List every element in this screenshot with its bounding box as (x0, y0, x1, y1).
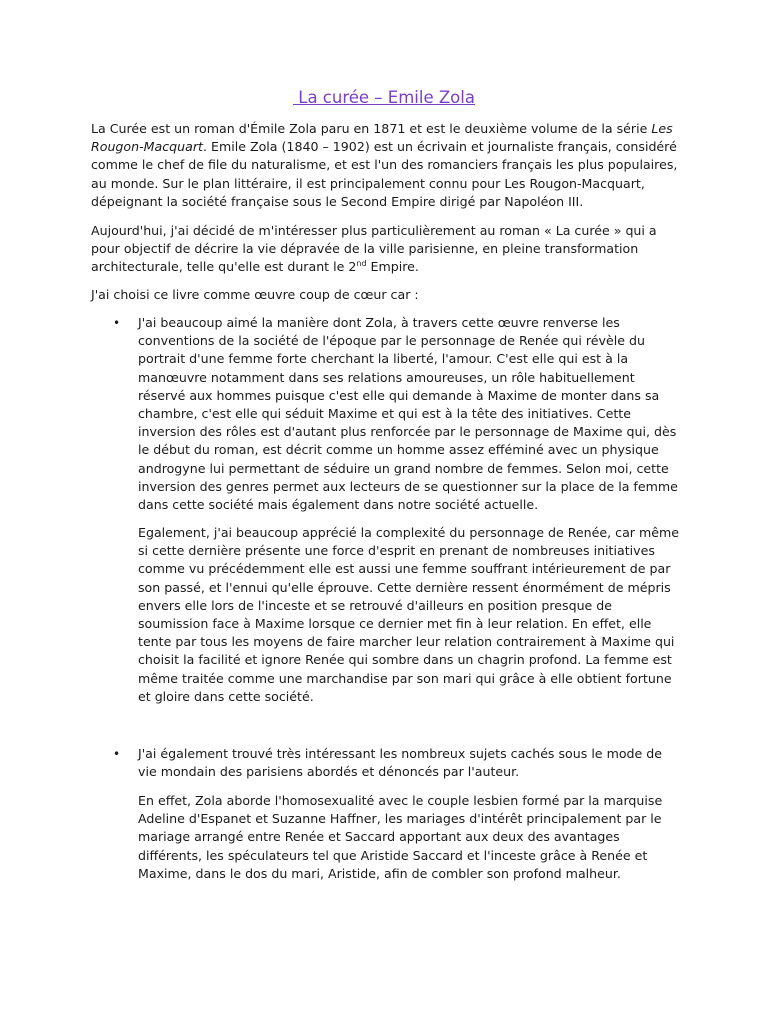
bullet-1-continuation (113, 524, 683, 706)
choice-paragraph (91, 222, 681, 277)
choice-text-end: Empire. (366, 259, 419, 275)
bullet-item-2 (113, 745, 683, 781)
bullet-icon: • (113, 747, 121, 761)
ordinal-superscript: nd (356, 259, 367, 269)
series-title: Les Rougon-Macquart (91, 121, 673, 155)
bullet-1-text: J'ai beaucoup aimé la manière dont Zola, à travers cette œuvre renverse les conventions de la société de l'époque par le personnage de Renée qui révèle du portrait d'une femme forte cherchant la liberté, l'amour. C'est elle qui est à la manœuvre notamment dans ses relations amoureuses, un rôle habituellement réservé aux hommes puisque c'est elle qui demande à Maxime de monter dans sa chambre, c'est elle qui séduit Maxime et qui est à la tête des initiatives. Cette inversion des rôles est d'autant plus renforcée par le personnage de Maxime qui, dès le début du roman, est décrit comme un homme assez efféminé avec un physique androgyne lui permettant de séduire un grand nombre de femmes. Selon moi, cette inversion des genres permet aux lecteurs de se questionner sur la place de la femme dans cette société mais également dans notre société actuelle. (138, 315, 678, 513)
intro-text-end: . Emile Zola (1840 – 1902) est un écrivain et journaliste français, considéré comme le chef de file du naturalisme, et est l'un des romanciers français les plus populaires, au monde. Sur le plan littéraire, il est principalement connu pour Les Rougon-Macquart, dépeignant la société française sous le Second Empire dirigé par Napoléon III. (91, 139, 678, 209)
bullet-icon: • (113, 316, 121, 330)
reason-intro: J'ai choisi ce livre comme œuvre coup de cœur car : (91, 287, 419, 302)
bullet-1-continued-text: Egalement, j'ai beaucoup apprécié la complexité du personnage de Renée, car même si cette dernière présente une force d'esprit en prenant de nombreuses initiatives comme vu précédemment elle est aussi une femme souffrant intérieurement de par son passé, et l'ennui qu'elle éprouve. Cette dernière ressent énormément de mépris envers elle lors de l'inceste et se retrouvé d'ailleurs en position presque de soumission face à Maxime lorsque ce dernier met fin à leur relation. En effet, elle tente par tous les moyens de faire marcher leur relation contrairement à Maxime qui choisit la facilité et ignore Renée qui sombre dans un chagrin profond. La femme est même traitée comme une marchandise par son mari qui grâce à elle obtient fortune et gloire dans cette société. (138, 525, 680, 704)
intro-paragraph (91, 120, 681, 211)
document-title: La curée – Emile Zola (293, 88, 475, 107)
bullet-2-continuation (113, 792, 683, 883)
bullet-2-text: J'ai également trouvé très intéressant les nombreux sujets cachés sous le mode de vie mondain des parisiens abordés et dénoncés par l'auteur. (138, 746, 663, 780)
choice-text-start: Aujourd'hui, j'ai décidé de m'intéresser plus particulièrement au roman « La curée » qui a pour objectif de décrire la vie dépravée de la ville parisienne, en pleine transformation architecturale, telle qu'elle est durant le 2 (91, 223, 657, 275)
bullet-2-continued-text: En effet, Zola aborde l'homosexualité avec le couple lesbien formé par la marquise Adeline d'Espanet et Suzanne Haffner, les mariages d'intérêt principalement par le mariage arrangé entre Renée et Saccard apportant aux deux des avantages différents, les spéculateurs tel que Aristide Saccard et l'inceste grâce à Renée et Maxime, dans le dos du mari, Aristide, afin de combler son profond malheur. (138, 793, 663, 881)
bullet-item-1 (113, 314, 683, 514)
intro-text-start: La Curée est un roman d'Émile Zola paru en 1871 et est le deuxième volume de la série (91, 121, 652, 136)
